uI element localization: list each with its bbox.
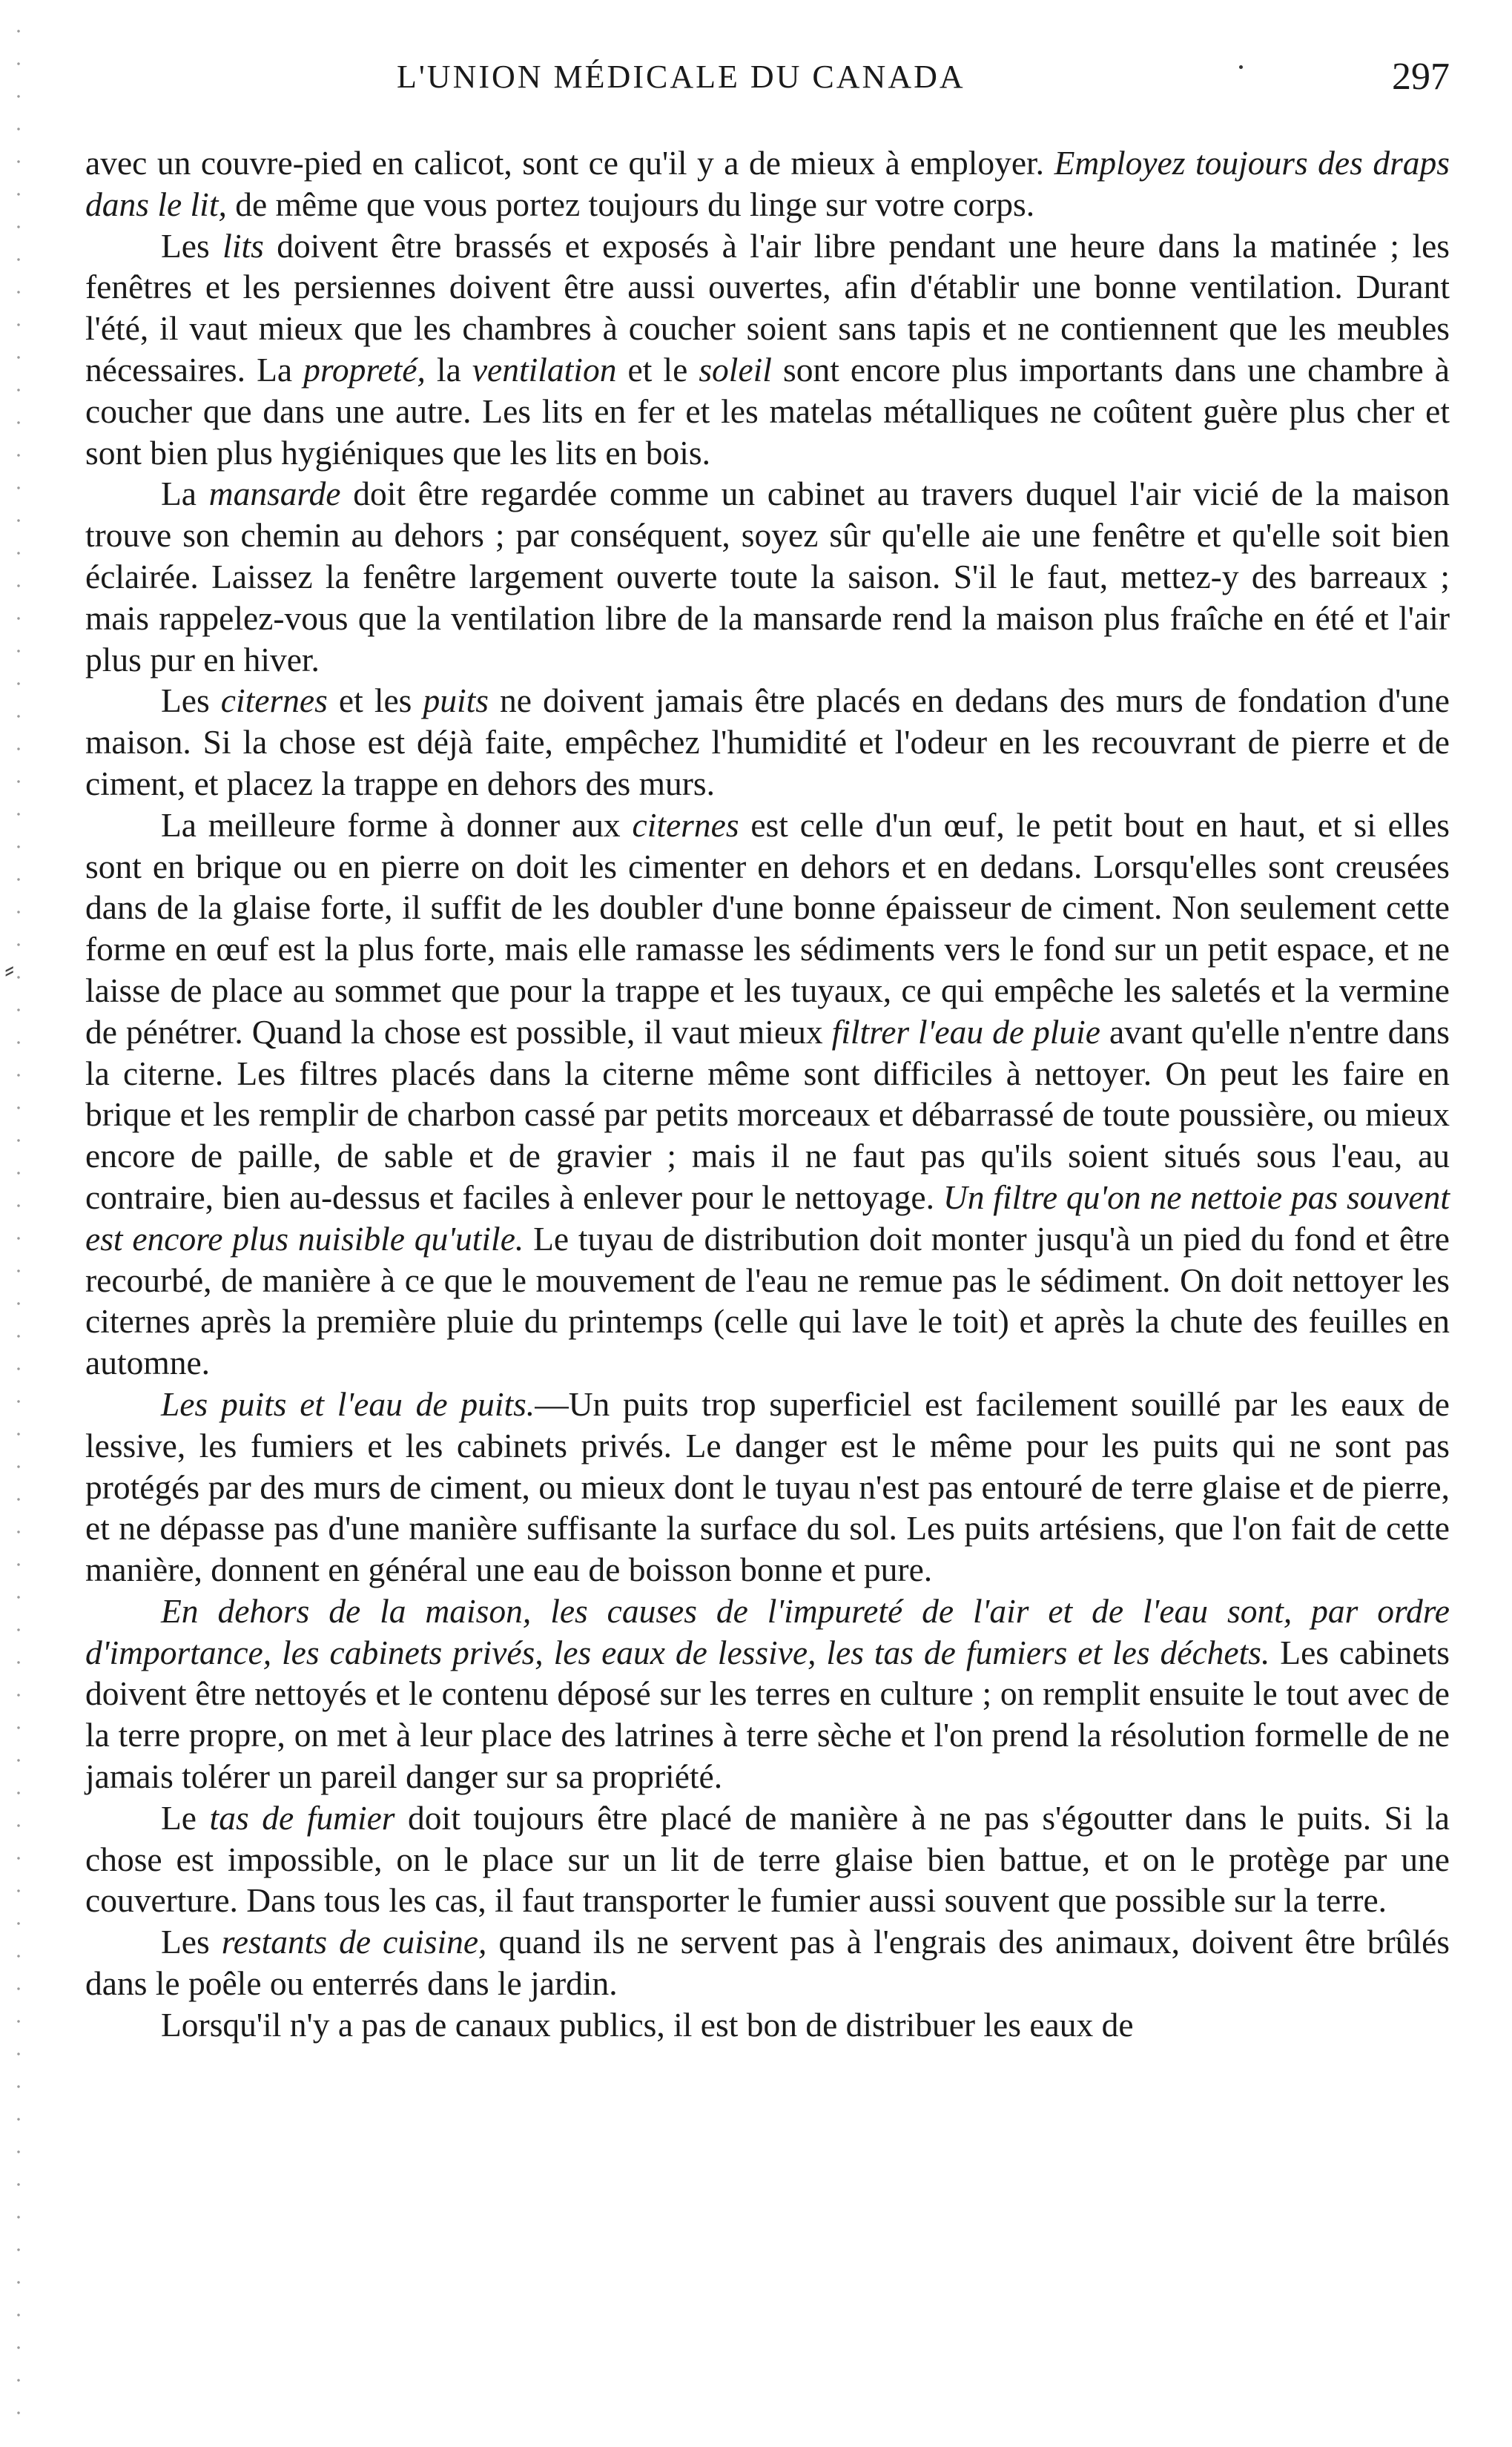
text-run: Les — [161, 226, 223, 265]
text-run: sont encore plus importants dans une chambre à coucher que dans une autre. Les lits en fer et les matelas métalliques ne coûtent guère plus cher et sont bien plus hygiéniques que les lits en bois. — [85, 350, 1450, 472]
paragraph-4 — [85, 680, 1450, 804]
paragraph-3 — [85, 473, 1450, 680]
paragraph-1 — [85, 142, 1450, 225]
text-run: Le — [161, 1798, 210, 1837]
italic-run: Les puits et l'eau de puits. — [161, 1384, 535, 1423]
text-run: —Un puits trop superficiel est facilement souillé par les eaux de lessive, les fumiers et les cabinets privés. Le danger est le même pour les puits qui ne sont pas protégés par des murs de ciment, ou mieux dont le tuyau n'est pas entouré de terre glaise et de pierre, et ne dépasse pas d'une manière suffisante la surface du sol. Les puits artésiens, que l'on fait de cette manière, donnent en général une eau de boisson bonne et pure. — [85, 1384, 1450, 1589]
paragraph-10 — [85, 2004, 1450, 2046]
text-run: Lorsqu'il n'y a pas de canaux publics, il est bon de distribuer les eaux de — [161, 2005, 1134, 2044]
italic-run: Employez toujours des draps dans le lit, — [85, 144, 1450, 223]
italic-run: lits — [222, 226, 264, 265]
italic-run: propreté, — [303, 350, 426, 389]
paragraph-7 — [85, 1591, 1450, 1797]
paragraph-8 — [85, 1797, 1450, 1921]
text-run: Les cabinets doivent être nettoyés et le contenu déposé sur les terres en culture ; on remplit ensuite le tout avec de la terre propre, on met à leur place des latrines à terre sèche et l'on prend la résolution formelle de ne jamais tolérer un pareil danger sur sa propriété. — [85, 1633, 1450, 1796]
italic-run: ventilation — [472, 350, 617, 389]
text-run: Le tuyau de distribution doit monter jusqu'à un pied du fond et être recourbé, de manière à ce que le mouvement de l'eau ne remue pas le sédiment. On doit nettoyer les citernes après la première pluie du printemps (celle qui lave le toit) et après la chute des feuilles en automne. — [85, 1219, 1450, 1382]
italic-run: filtrer l'eau de pluie — [831, 1012, 1100, 1051]
margin-mark: ⸗ — [4, 952, 15, 985]
text-run: Les — [161, 1923, 222, 1961]
text-run: La meilleure forme à donner aux — [161, 805, 633, 844]
paragraph-5 — [85, 805, 1450, 1384]
italic-run: citernes — [220, 681, 328, 720]
text-run: ne doivent jamais être placés en dedans des murs de fondation d'une maison. Si la chose est déjà faite, empêchez l'humidité et l'odeur en les recouvrant de pierre et de ciment, et placez la trappe en dehors des murs. — [85, 681, 1450, 802]
page-number: 297 — [1392, 56, 1450, 98]
text-run: La — [161, 475, 209, 513]
italic-run: puits — [423, 681, 489, 720]
italic-run: restants de cuisine, — [221, 1923, 487, 1961]
italic-run: tas de fumier — [209, 1798, 395, 1837]
italic-run: citernes — [632, 805, 739, 844]
text-run: doit toujours être placé de manière à ne pas s'égoutter dans le puits. Si la chose est impossible, on le place sur un lit de terre glaise bien battue, et on le protège par une couverture. Dans tous les cas, il faut transporter le fumier aussi souvent que possible sur la terre. — [85, 1798, 1450, 1920]
italic-run: Un filtre qu'on ne nettoie pas souvent est encore plus nuisible qu'utile. — [85, 1178, 1450, 1258]
text-run: de même que vous portez toujours du linge sur votre corps. — [226, 185, 1035, 223]
running-title: L'UNION MÉDICALE DU CANADA — [397, 59, 965, 95]
binding-edge-dots — [16, 15, 21, 2432]
text-run: la — [425, 350, 472, 389]
italic-run: soleil — [699, 350, 772, 389]
page-header — [85, 55, 1450, 107]
text-run: quand ils ne servent pas à l'engrais des animaux, doivent être brûlés dans le poêle ou enterrés dans le jardin. — [85, 1923, 1450, 2003]
text-run: est celle d'un œuf, le petit bout en haut, et si elles sont en brique ou en pierre on doit les cimenter en dehors et en dedans. Lorsqu'elles sont creusées dans de la glaise forte, il suffit de les doubler d'une bonne épaisseur de ciment. Non seulement cette forme en œuf est la plus forte, mais elle ramasse les sédiments vers le fond sur un petit espace, et ne laisse de place au sommet que pour la trappe et les tuyaux, ce qui empêche les saletés et la vermine de pénétrer. Quand la chose est possible, il vaut mieux — [85, 805, 1450, 1051]
text-run: et les — [327, 681, 423, 720]
text-run: et le — [616, 350, 699, 389]
paragraph-2 — [85, 225, 1450, 474]
body-text — [85, 142, 1450, 2046]
italic-run: mansarde — [208, 475, 341, 513]
header-dot — [1239, 65, 1243, 69]
text-run: Les — [161, 681, 221, 720]
text-run: avec un couvre-pied en calicot, sont ce qu'il y a de mieux à employer. — [85, 144, 1054, 182]
paragraph-6 — [85, 1384, 1450, 1591]
text-run: doivent être brassés et exposés à l'air libre pendant une heure dans la matinée ; les fenêtres et les persiennes doivent être aussi ouvertes, afin d'établir une bonne ventilation. Durant l'été, il vaut mieux que les chambres à coucher soient sans tapis et ne contiennent que les meubles nécessaires. La — [85, 226, 1450, 389]
italic-run: En dehors de la maison, les causes de l'impureté de l'air et de l'eau sont, par ordre d'importance, les cabinets privés, les eaux de lessive, les tas de fumiers et les déchets. — [85, 1591, 1450, 1671]
text-run: avant qu'elle n'entre dans la citerne. Les filtres placés dans la citerne même sont difficiles à nettoyer. On peut les faire en brique et les remplir de charbon cassé par petits morceaux et débarrassé de toute poussière, ou mieux encore de paille, de sable et de gravier ; mais il ne faut pas qu'ils soient situés sous l'eau, au contraire, bien au-dessus et faciles à enlever pour le nettoyage. — [85, 1012, 1450, 1216]
text-run: doit être regardée comme un cabinet au travers duquel l'air vicié de la maison trouve son chemin au dehors ; par conséquent, soyez sûr qu'elle aie une fenêtre et qu'elle soit bien éclairée. Laissez la fenêtre largement ouverte toute la saison. S'il le faut, mettez-y des barreaux ; mais rappelez-vous que la ventilation libre de la mansarde rend la maison plus fraîche en été et l'air plus pur en hiver. — [85, 475, 1450, 678]
paragraph-9 — [85, 1921, 1450, 2004]
